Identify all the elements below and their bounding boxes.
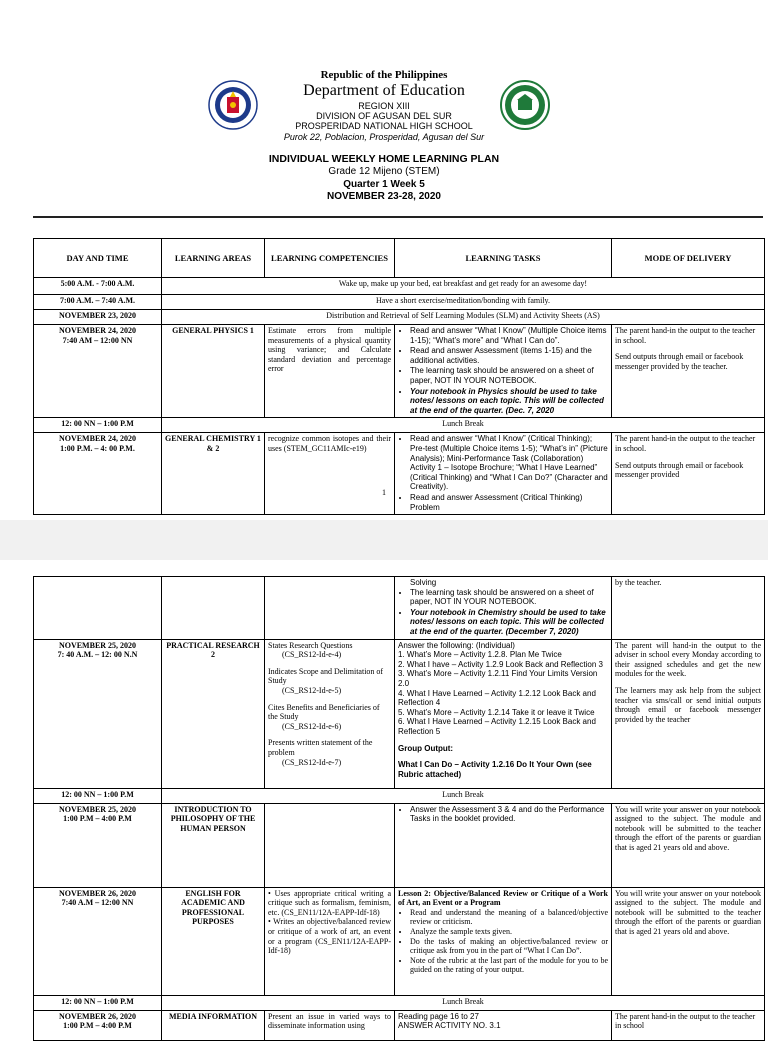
day-time-cell [34,887,162,995]
task-item: • Read and answer “What I Know” (Multiple Choice items 1-15); “What’s more” and “What I Can do”. [410,326,608,345]
mode-of-delivery [612,433,765,515]
plan-title: INDIVIDUAL WEEKLY HOME LEARNING PLAN [268,153,500,165]
table-row [34,278,765,295]
table-row-lunch [34,788,765,803]
competency-item: • Writes an objective/balanced review or critique of a work of art, an event or a program (CS_EN11/12A-EAPP-Idf-18) [268,917,391,956]
time-label: 1:00 P.M – 4:00 P.M [63,814,132,824]
division-label: DIVISION OF AGUSAN DEL SUR [316,111,452,121]
day-label: NOVEMBER 24, 2020 [58,326,137,335]
day-time-cell [34,325,162,418]
mode-of-delivery [612,639,765,788]
learning-tasks [395,1010,612,1040]
delivery-text: The parent hand-in the output to the teacher in school. [615,326,756,345]
day-label: NOVEMBER 26, 2020 [58,888,137,898]
department-title: Department of Education [303,82,465,99]
task-item: 4. What I Have Learned – Activity 1.2.12 Look Back and Reflection 4 [398,688,596,708]
task-item: Solving [410,578,437,587]
task-note: • Your notebook in Physics should be used to take notes/ lessons on each topic. This will be collected at the end of the quarter. (Dec. 7, 2020 [410,387,608,416]
table-row-media [34,1010,765,1040]
learning-tasks [395,577,612,640]
task-item: 6. What I Have Learned – Activity 1.2.15 Look Back and Reflection 5 [398,717,596,736]
time-label: 1:00 P.M – 4:00 P.M [63,1021,132,1031]
day-label: NOVEMBER 25, 2020 [58,640,137,650]
competency-code: (CS_RS12-Id-e-6) [282,721,342,731]
task-item: 3. What’s More – Activity 1.2.11 Find Your Limits Version 2.0 [398,669,598,688]
task-item: • Read and answer Assessment (Critical Thinking) Problem [410,493,608,512]
competency-item: Presents written statement of the problem [268,738,373,757]
competency: Estimate errors from multiple measurements of a physical quantity using variance; and Calculate standard deviation and percentage error [265,325,395,418]
mode-of-delivery: The parent hand-in the output to the teacher in school [612,1010,765,1040]
competency-item: • Uses appropriate critical writing a critique such as formalism, feminism, etc. (CS_EN11/12A-EAPP-Idf-18) [268,888,391,917]
day-label: NOVEMBER 24, 2020 [58,434,137,444]
task-item: • Do the tasks of making an objective/balanced review or critique ask from you in the part of “What I Can Do”. [410,937,608,956]
mode-of-delivery [612,325,765,418]
table-row-physics [34,325,765,418]
table-header-row [34,239,765,278]
competency-item: States Research Questions [268,640,353,650]
learning-tasks [395,887,612,995]
learning-tasks [395,803,612,887]
delivery-text: by the teacher. [612,577,765,640]
row-activity: Wake up, make up your bed, eat breakfast and get ready for an awesome day! [162,278,765,295]
lunch-label: Lunch Break [162,788,765,803]
lunch-label: Lunch Break [162,995,765,1010]
mode-of-delivery: You will write your answer on your notebook assigned to the subject. The module and notebook will be submitted to the teacher through the effort of the parents or guardian that is aged 21 years old and above. [612,803,765,887]
time-label: 7:40 AM – 12:00 NN [62,335,133,345]
learning-area: GENERAL CHEMISTRY 1 & 2 [162,433,265,515]
task-item: • Read and understand the meaning of a balanced/objective review or criticism. [410,908,608,927]
quarter-week: Quarter 1 Week 5 [343,179,425,190]
task-item: • Note of the rubric at the last part of the module for you to be guided on the rating of your output. [410,956,608,975]
table-row-english [34,887,765,995]
learning-tasks [395,325,612,418]
table-row [34,295,765,310]
col-header-tasks: LEARNING TASKS [395,239,612,278]
task-item: • Answer the Assessment 3 & 4 and do the Performance Tasks in the booklet provided. [410,805,608,824]
competency-code: (CS_RS12-Id-e-4) [282,650,342,660]
task-item: 1. What’s More – Activity 1.2.8. Plan Me Twice [398,650,562,660]
day-label: NOVEMBER 26, 2020 [58,1011,137,1021]
time-label: 7: 40 A.M. – 12: 00 N.N [57,650,138,660]
learning-tasks [395,433,612,515]
page-gap [0,520,768,560]
row-activity: Have a short exercise/meditation/bonding with family. [162,295,765,310]
learning-area: MEDIA INFORMATION [162,1010,265,1040]
table-row-research [34,639,765,788]
task-item: 2. What I have – Activity 1.2.9 Look Back and Reflection 3 [398,659,604,669]
delivery-text: The parent will hand-in the output to the adviser in school every Monday according to their assigned schedules and get the new modules for the week. [615,640,761,679]
learning-area: ENGLISH FOR ACADEMIC AND PROFESSIONAL PURPOSES [162,887,265,995]
col-header-learning-areas: LEARNING AREAS [162,239,265,278]
delivery-text: The learners may ask help from the subject teacher via sms/call or send initial outputs through email or facebook messenger provided by the teacher [615,685,761,724]
col-header-competencies: LEARNING COMPETENCIES [265,239,395,278]
learning-area: GENERAL PHYSICS 1 [162,325,265,418]
day-time-cell [34,1010,162,1040]
table-row-chemistry-continued [34,577,765,640]
region-label: REGION XIII [358,101,410,111]
task-note: • Your notebook in Chemistry should be used to take notes/ lessons on each topic. This will be collected at the end of the quarter. (December 7, 2020) [410,608,608,637]
row-time: 12: 00 NN – 1:00 P.M [34,995,162,1010]
document-page-2 [0,560,768,1031]
header-divider [33,216,763,218]
task-item: • Read and answer Assessment (items 1-15) and the additional activities. [410,346,608,365]
learning-tasks [395,639,612,788]
day-time-cell [34,639,162,788]
table-row-chemistry [34,433,765,515]
row-activity: Distribution and Retrieval of Self Learning Modules (SLM) and Activity Sheets (AS) [162,310,765,325]
school-address: Purok 22, Poblacion, Prosperidad, Agusan del Sur [283,132,485,142]
time-label: 1:00 P.M. – 4: 00 P.M. [60,443,135,453]
competency: Present an issue in varied ways to disseminate information using [265,1010,395,1040]
grade-section: Grade 12 Mijeno (STEM) [328,166,440,177]
delivery-text: The parent hand-in the output to the teacher in school. [615,434,756,453]
delivery-text: Send outputs through email or facebook messenger provided by the teacher. [615,352,744,371]
school-name: PROSPERIDAD NATIONAL HIGH SCHOOL [295,121,473,131]
table-row-lunch [34,418,765,433]
row-time: 5:00 A.M. - 7:00 A.M. [34,278,162,295]
row-time: 12: 00 NN – 1:00 P.M [34,418,162,433]
row-time: NOVEMBER 23, 2020 [34,310,162,325]
day-time-cell [34,803,162,887]
row-time: 12: 00 NN – 1:00 P.M [34,788,162,803]
delivery-text: Send outputs through email or facebook messenger provided [615,460,744,480]
learning-plan-table-continued [33,576,765,1041]
task-item: 5. What’s More – Activity 1.2.14 Take it or leave it Twice [398,707,595,717]
page-number: 1 [382,488,386,497]
republic-label: Republic of the Philippines [320,69,448,81]
day-label: NOVEMBER 25, 2020 [58,804,137,814]
task-item: ANSWER ACTIVITY NO. 3.1 [398,1021,501,1031]
learning-area: PRACTICAL RESEARCH 2 [162,639,265,788]
task-intro: Answer the following: (Individual) [398,640,515,650]
learning-plan-table [33,238,765,515]
task-item: • The learning task should be answered on a sheet of paper, NOT IN YOUR NOTEBOOK. [410,588,608,607]
col-header-delivery: MODE OF DELIVERY [612,239,765,278]
task-item: • Analyze the sample texts given. [410,927,608,937]
group-output-label: Group Output: [398,743,454,753]
day-time-cell [34,433,162,515]
competency-item: Cites Benefits and Beneficiaries of the Study [268,702,380,722]
competency [265,887,395,995]
col-header-day-time: DAY AND TIME [34,239,162,278]
competency-code: (CS_RS12-Id-e-7) [282,757,342,767]
competency: recognize common isotopes and their uses (STEM_GC11AMIc-e19) [265,433,395,515]
task-item: • Read and answer “What I Know” (Critical Thinking); Pre-test (Multiple Choice items 1-5); “What’s in” (Picture Analysis); Mini-Performance Task (Collaboration) Activity 1 – Isotope Brochure; “What I Have Learned” (Critical Thinking) and “What I Can Do?” (Character and Creativity). [410,434,608,492]
competency-code: (CS_RS12-Id-e-5) [282,685,342,695]
group-output-task: What I Can Do – Activity 1.2.16 Do It Your Own (see Rubric attached) [398,760,592,779]
task-item: Reading page 16 to 27 [398,1011,479,1021]
row-time: 7:00 A.M. – 7:40 A.M. [34,295,162,310]
task-item: • The learning task should be answered on a sheet of paper, NOT IN YOUR NOTEBOOK. [410,366,608,385]
learning-area: INTRODUCTION TO PHILOSOPHY OF THE HUMAN PERSON [162,803,265,887]
lesson-title: Lesson 2: Objective/Balanced Review or Critique of a Work of Art, an Event or a Program [398,888,608,908]
table-row [34,310,765,325]
lunch-label: Lunch Break [162,418,765,433]
document-page-1 [0,0,768,520]
time-label: 7:40 A.M – 12:00 NN [61,898,134,908]
table-row-philosophy [34,803,765,887]
week-dates: NOVEMBER 23-28, 2020 [327,191,441,202]
competency-item: Indicates Scope and Delimitation of Study [268,666,384,686]
table-row-lunch [34,995,765,1010]
mode-of-delivery: You will write your answer on your notebook assigned to the subject. The module and notebook will be submitted to the teacher through the effort of the parents or guardian that is aged 21 years old and above. [612,887,765,995]
competency [265,639,395,788]
